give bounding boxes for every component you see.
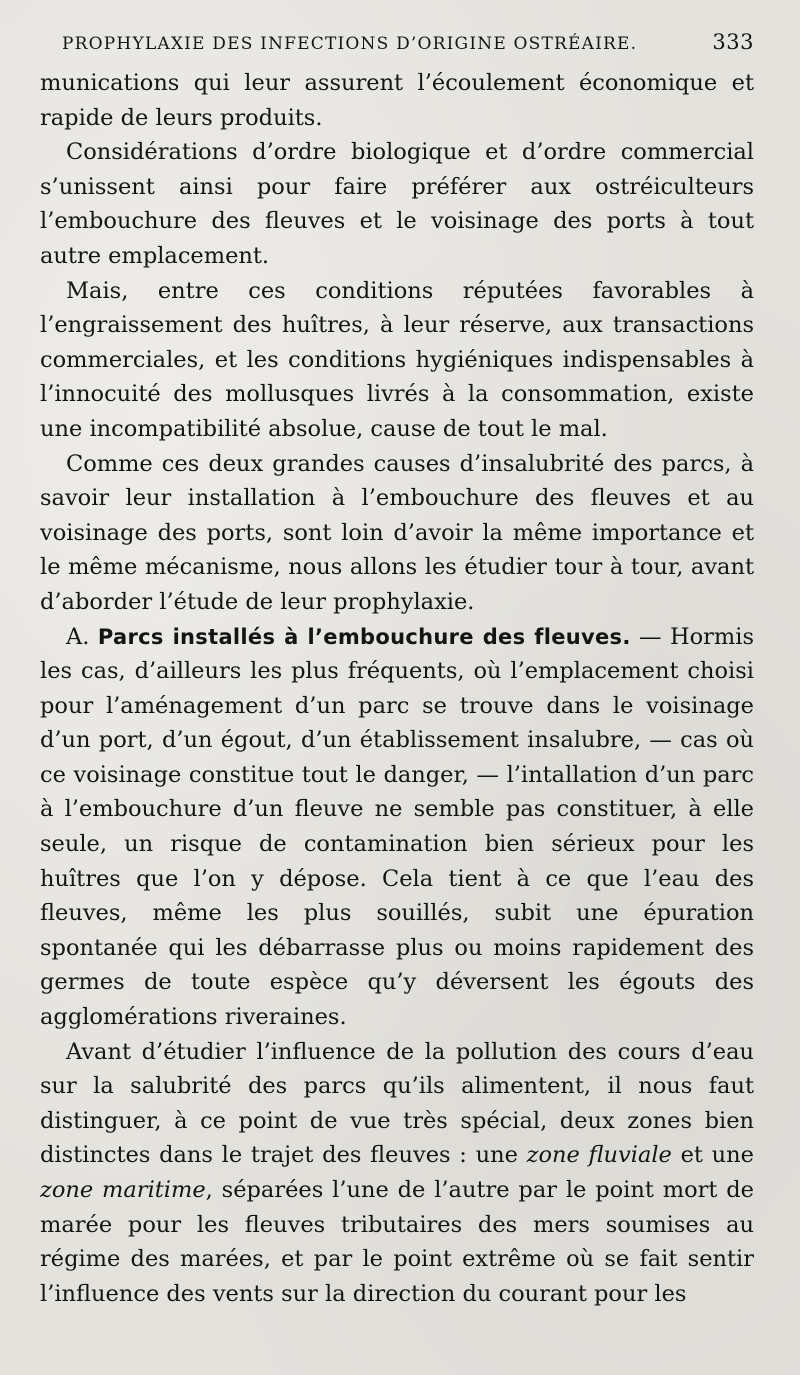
paragraph: [40, 274, 754, 447]
paragraph-text: Mais, entre ces conditions réputées favorables à l’engraissement des huîtres, à leur réserve, aux transactions commerciales, et les conditions hygiéniques indispensables à l’innocuité des mollusques livrés à la consommation, existe une incompatibilité absolue, cause de tout le mal.: [40, 277, 754, 442]
paragraph-text: munications qui leur assurent l’écoulement économique et rapide de leurs produits.: [40, 70, 754, 131]
paragraph-text: — Hormis les cas, d’ailleurs les plus fréquents, où l’emplacement choisi pour l’aménagement d’un parc se trouve dans le voisinage d’un port, d’un égout, d’un établissement insalubre, — cas où ce voisinage constitue tout le danger, — l’intallation d’un parc à l’embouchure d’un fleuve ne semble pas constituer, à elle seule, un risque de contamination bien sérieux pour les huîtres que l’on y dépose. Cela tient à ce que l’eau des fleuves, même les plus souillés, subit une épuration spontanée qui les débarrasse plus ou moins rapidement des germes de toute espèce qu’y déversent les égouts des agglomérations riveraines.: [40, 623, 754, 1031]
running-title: PROPHYLAXIE DES INFECTIONS D’ORIGINE OSTRÉAIRE.: [62, 34, 638, 54]
body-text: [40, 66, 754, 1311]
running-head: [40, 30, 754, 66]
section-letter: A.: [66, 623, 90, 650]
page-number: 333: [712, 30, 754, 54]
paragraph-text: Avant d’étudier l’influence de la pollution des cours d’eau sur la salubrité des parcs qu’ils alimentent, il nous faut distinguer, à ce point de vue très spécial, deux zones bien distinctes dans le trajet des fleuves : une: [40, 1038, 754, 1169]
paragraph: [40, 447, 754, 620]
section-paragraph: [40, 620, 754, 1035]
italic-term: zone maritime: [40, 1177, 206, 1203]
italic-term: zone fluviale: [526, 1142, 672, 1169]
paragraph-text: , séparées l’une de l’autre par le point mort de marée pour les fleuves tributaires des mers soumises au régime des marées, et par le point extrême où se fait sentir l’influence des vents sur la direction du courant pour les: [40, 1177, 754, 1307]
paragraph: [40, 1035, 754, 1312]
paragraph-continued: [40, 66, 754, 135]
paragraph-text: et une: [671, 1142, 754, 1169]
paragraph-text: Comme ces deux grandes causes d’insalubrité des parcs, à savoir leur installation à l’embouchure des fleuves et au voisinage des ports, sont loin d’avoir la même importance et le même mécanisme, nous allons les étudier tour à tour, avant d’aborder l’étude de leur prophylaxie.: [40, 450, 754, 615]
paragraph-text: Considérations d’ordre biologique et d’ordre commercial s’unissent ainsi pour faire préférer aux ostréiculteurs l’embouchure des fleuves et le voisinage des ports à tout autre emplacement.: [40, 139, 754, 269]
paragraph: [40, 135, 754, 273]
section-heading: Parcs installés à l’embouchure des fleuves.: [97, 624, 631, 649]
